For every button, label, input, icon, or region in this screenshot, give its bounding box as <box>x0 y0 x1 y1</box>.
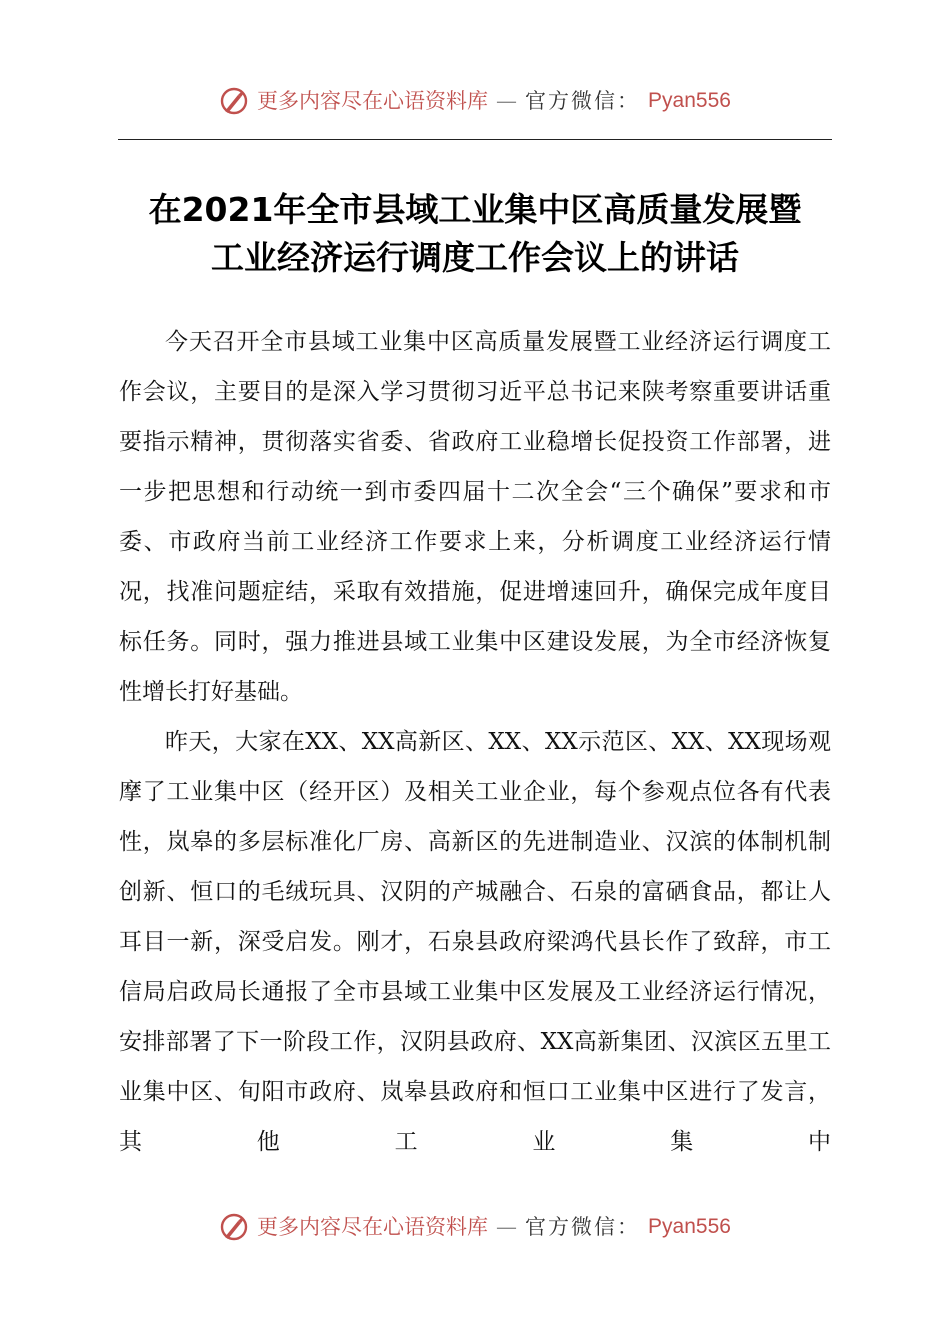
document-body <box>119 317 831 1167</box>
banner-separator: — <box>496 1215 518 1239</box>
document-title <box>100 186 850 282</box>
header-divider <box>118 139 832 140</box>
banner-separator: — <box>496 89 518 113</box>
banner-site-text: 更多内容尽在心语资料库 <box>257 89 489 113</box>
banner-wechat-label: 官方微信： <box>525 1215 641 1239</box>
body-paragraph-2: 昨天，大家在XX、XX高新区、XX、XX示范区、XX、XX现场观摩了工业集中区（经开区）及相关工业企业，每个参观点位各有代表性，岚皋的多层标准化厂房、高新区的先进制造业、汉滨的体制机制创新、恒口的毛绒玩具、汉阴的产城融合、石泉的富硒食品，都让人耳目一新，深受启发。刚才，石泉县政府梁鸿代县长作了致辞，市工信局启政局长通报了全市县域工业集中区发展及工业经济运行情况，安排部署了下一阶段工作，汉阴县政府、XX高新集团、汉滨区五里工业集中区、旬阳市政府、岚皋县政府和恒口工业集中区进行了发言，其他工业集中 <box>119 729 831 1155</box>
banner-wechat-id: Pyan556 <box>648 1215 731 1238</box>
pen-circle-icon <box>219 86 249 116</box>
footer-banner <box>0 1212 950 1242</box>
banner-wechat-id: Pyan556 <box>648 89 731 112</box>
header-banner <box>0 86 950 116</box>
body-paragraph-1: 今天召开全市县域工业集中区高质量发展暨工业经济运行调度工作会议，主要目的是深入学习贯彻习近平总书记来陕考察重要讲话重要指示精神，贯彻落实省委、省政府工业稳增长促投资工作部署，进一步把思想和行动统一到市委四届十二次全会“三个确保”要求和市委、市政府当前工业经济工作要求上来，分析调度工业经济运行情况，找准问题症结，采取有效措施，促进增速回升，确保完成年度目标任务。同时，强力推进县域工业集中区建设发展，为全市经济恢复性增长打好基础。 <box>119 329 831 705</box>
banner-wechat-label: 官方微信： <box>525 89 641 113</box>
banner-site-text: 更多内容尽在心语资料库 <box>257 1215 489 1239</box>
pen-circle-icon <box>219 1212 249 1242</box>
title-line-2: 工业经济运行调度工作会议上的讲话 <box>211 238 739 277</box>
title-line-1: 在2021年全市县域工业集中区高质量发展暨 <box>148 190 802 229</box>
